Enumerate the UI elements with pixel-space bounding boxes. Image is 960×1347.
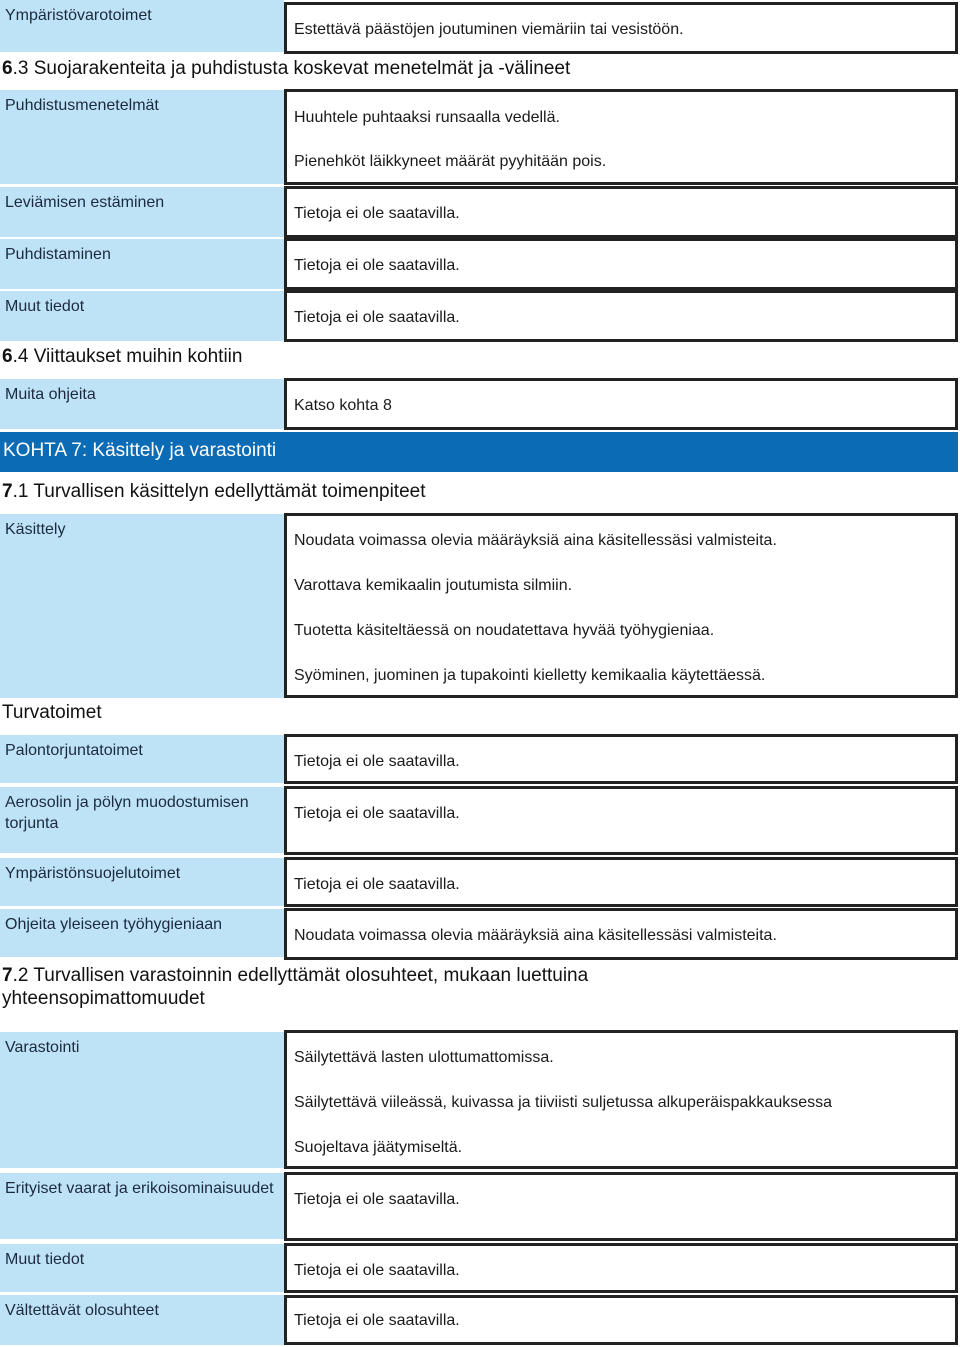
- heading-number: 6: [2, 58, 13, 79]
- value-other-info: [284, 290, 958, 342]
- section-7-banner: KOHTA 7: Käsittely ja varastointi: [0, 432, 958, 472]
- heading-safety-measures: Turvatoimet: [2, 702, 102, 723]
- heading-number: 7: [2, 965, 13, 986]
- value-environmental-protection: [284, 857, 958, 907]
- value-environmental-precautions: [284, 2, 958, 54]
- label-special-hazards: Erityiset vaarat ja erikoisominaisuudet: [0, 1173, 284, 1239]
- value-line: Syöminen, juominen ja tupakointi kielletty kemikaalia käytettäessä.: [294, 667, 766, 684]
- label-other-info: Muut tiedot: [0, 291, 284, 341]
- value-line: Varottava kemikaalin joutumista silmiin.: [294, 577, 573, 594]
- value-special-hazards: [284, 1172, 958, 1241]
- label-fire-prevention: Palontorjuntatoimet: [0, 735, 284, 783]
- heading-text: .4 Viittaukset muihin kohtiin: [12, 346, 243, 367]
- label-storage: Varastointi: [0, 1032, 284, 1168]
- label-handling: Käsittely: [0, 514, 284, 698]
- value-line: Suojeltava jäätymiseltä.: [294, 1139, 463, 1156]
- value-text: Tietoja ei ole saatavilla.: [294, 205, 460, 222]
- value-line: Noudata voimassa olevia määräyksiä aina käsitellessäsi valmisteita.: [294, 532, 777, 549]
- heading-7-1: [2, 480, 426, 503]
- value-text: Tietoja ei ole saatavilla.: [294, 1262, 460, 1279]
- value-text: Tietoja ei ole saatavilla.: [294, 257, 460, 274]
- value-text: Tietoja ei ole saatavilla.: [294, 753, 460, 770]
- label-conditions-to-avoid: Vältettävät olosuhteet: [0, 1295, 284, 1345]
- heading-7-2: [2, 964, 588, 1010]
- value-cleaning: [284, 238, 958, 290]
- value-line: Huuhtele puhtaaksi runsaalla vedellä.: [294, 109, 560, 126]
- value-text: Tietoja ei ole saatavilla.: [294, 805, 460, 822]
- value-text: Tietoja ei ole saatavilla.: [294, 1191, 460, 1208]
- label-other-instructions: Muita ohjeita: [0, 379, 284, 429]
- value-line: Pienehköt läikkyneet määrät pyyhitään pois.: [294, 153, 607, 170]
- heading-6-4: [2, 345, 242, 368]
- heading-text-line-2: yhteensopimattomuudet: [2, 988, 205, 1009]
- heading-number: 6: [2, 346, 13, 367]
- value-text: Katso kohta 8: [294, 397, 392, 414]
- value-general-hygiene: [284, 908, 958, 960]
- heading-text: .1 Turvallisen käsittelyn edellyttämät toimenpiteet: [12, 481, 426, 502]
- value-text: Tietoja ei ole saatavilla.: [294, 876, 460, 893]
- value-other-info-2: [284, 1243, 958, 1293]
- label-environmental-protection: Ympäristönsuojelutoimet: [0, 858, 284, 906]
- value-cleaning-methods: [284, 89, 958, 185]
- value-conditions-to-avoid: [284, 1295, 958, 1345]
- value-text: Noudata voimassa olevia määräyksiä aina käsitellessäsi valmisteita.: [294, 927, 777, 944]
- value-storage: [284, 1030, 958, 1169]
- heading-text: .2 Turvallisen varastoinnin edellyttämät olosuhteet, mukaan luettuina: [12, 965, 589, 986]
- label-other-info-2: Muut tiedot: [0, 1244, 284, 1292]
- value-text: Estettävä päästöjen joutuminen viemäriin tai vesistöön.: [294, 21, 684, 38]
- value-text: Tietoja ei ole saatavilla.: [294, 309, 460, 326]
- value-handling: [284, 513, 958, 698]
- label-cleaning: Puhdistaminen: [0, 239, 284, 289]
- label-aerosol-dust-prevention: Aerosolin ja pölyn muodostumisen torjunta: [0, 787, 284, 853]
- value-fire-prevention: [284, 734, 958, 784]
- heading-number: 7: [2, 481, 13, 502]
- value-text: Tietoja ei ole saatavilla.: [294, 1312, 460, 1329]
- value-line: Tuotetta käsiteltäessä on noudatettava hyvää työhygieniaa.: [294, 622, 715, 639]
- value-line: Säilytettävä viileässä, kuivassa ja tiiviisti suljetussa alkuperäispakkauksessa: [294, 1094, 833, 1111]
- label-environmental-precautions: Ympäristövarotoimet: [0, 0, 284, 52]
- heading-text: .3 Suojarakenteita ja puhdistusta koskevat menetelmät ja -välineet: [12, 58, 571, 79]
- value-spread-prevention: [284, 186, 958, 238]
- value-other-instructions: [284, 378, 958, 430]
- label-general-hygiene: Ohjeita yleiseen työhygieniaan: [0, 909, 284, 957]
- value-aerosol-dust-prevention: [284, 786, 958, 855]
- label-cleaning-methods: Puhdistusmenetelmät: [0, 90, 284, 184]
- label-spread-prevention: Leviämisen estäminen: [0, 187, 284, 237]
- heading-6-3: [2, 57, 570, 80]
- value-line: Säilytettävä lasten ulottumattomissa.: [294, 1049, 554, 1066]
